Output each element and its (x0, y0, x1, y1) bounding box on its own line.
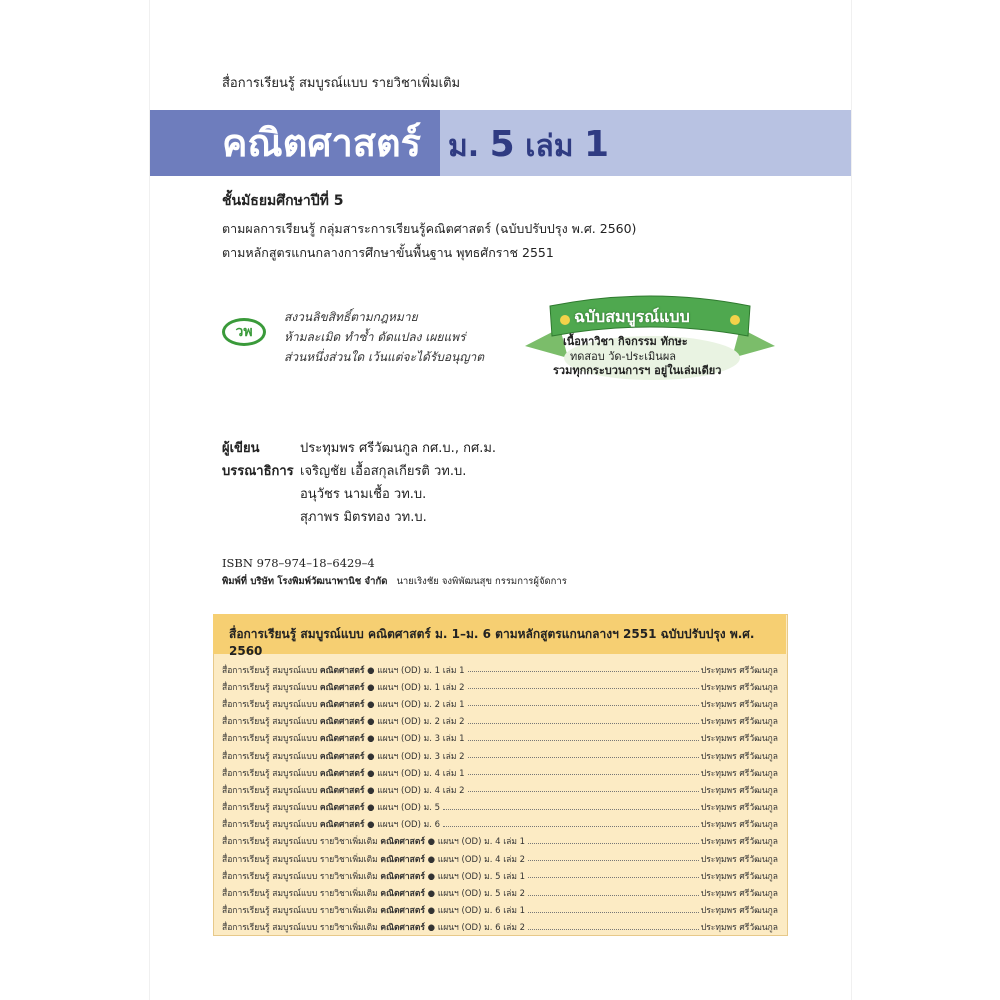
item-title (222, 903, 525, 917)
item-subject: คณิตศาสตร์ (319, 768, 365, 779)
item-author: ประทุมพร ศรีวัฒนกูล (700, 682, 778, 693)
item-title (222, 714, 465, 728)
item-subject: คณิตศาสตร์ (380, 889, 425, 900)
credit-role: บรรณาธิการ (222, 464, 294, 479)
item-title (222, 834, 525, 848)
item-title (222, 749, 465, 763)
leader-dots (468, 723, 699, 724)
leader-dots (528, 929, 699, 930)
list-item (222, 833, 778, 850)
leader-dots (528, 895, 699, 896)
list-item (222, 884, 778, 901)
item-prefix: สื่อการเรียนรู้ สมบูรณ์แบบ รายวิชาเพิ่มเติม (222, 906, 378, 917)
list-item (222, 781, 778, 798)
list-item (222, 867, 778, 884)
item-prefix: สื่อการเรียนรู้ สมบูรณ์แบบ (222, 768, 318, 779)
item-prefix: สื่อการเรียนรู้ สมบูรณ์แบบ รายวิชาเพิ่มเติม (222, 923, 378, 934)
credit-row (222, 483, 496, 506)
item-author: ประทุมพร ศรีวัฒนกูล (700, 871, 778, 882)
item-subject: คณิตศาสตร์ (380, 854, 425, 865)
item-author: ประทุมพร ศรีวัฒนกูล (700, 699, 778, 710)
list-item (222, 764, 778, 781)
item-prefix: สื่อการเรียนรู้ สมบูรณ์แบบ รายวิชาเพิ่มเติม (222, 837, 378, 848)
item-author: ประทุมพร ศรีวัฒนกูล (700, 803, 778, 814)
item-subject: คณิตศาสตร์ (380, 906, 425, 917)
item-prefix: สื่อการเรียนรู้ สมบูรณ์แบบ (222, 820, 318, 831)
credit-name: อนุวัชร นามเชื้อ วท.บ. (300, 487, 427, 502)
item-subject: คณิตศาสตร์ (319, 682, 365, 693)
item-subject: คณิตศาสตร์ (319, 665, 365, 676)
list-item (222, 713, 778, 730)
list-item (222, 816, 778, 833)
level-number: 5 (489, 124, 515, 165)
grade-level: ชั้นมัธยมศึกษาปีที่ 5 (222, 193, 344, 209)
item-title (222, 783, 465, 797)
list-item (222, 902, 778, 919)
item-subject: คณิตศาสตร์ (319, 751, 365, 762)
leader-dots (468, 671, 699, 672)
series-label: สื่อการเรียนรู้ สมบูรณ์แบบ รายวิชาเพิ่มเติม (222, 76, 461, 91)
list-item (222, 678, 778, 695)
item-subject: คณิตศาสตร์ (319, 734, 365, 745)
list-item (222, 919, 778, 936)
item-title (222, 817, 440, 831)
curriculum-line-2: ตามหลักสูตรแกนกลางการศึกษาขั้นพื้นฐาน พุทธศักราช 2551 (222, 245, 554, 260)
credit-role (222, 483, 300, 506)
list-item (222, 850, 778, 867)
isbn: ISBN 978–974–18–6429–4 (222, 556, 375, 570)
item-prefix: สื่อการเรียนรู้ สมบูรณ์แบบ รายวิชาเพิ่มเติม (222, 871, 378, 882)
item-prefix: สื่อการเรียนรู้ สมบูรณ์แบบ (222, 751, 318, 762)
printer-company: พิมพ์ที่ บริษัท โรงพิมพ์วัฒนาพานิช จำกัด (222, 576, 388, 587)
item-detail: ● แผนฯ (OD) ม. 1 เล่ม 2 (367, 682, 465, 693)
item-title (222, 697, 465, 711)
credit-role: ผู้เขียน (222, 441, 260, 456)
leader-dots (528, 877, 699, 878)
leader-dots (443, 809, 699, 810)
item-subject: คณิตศาสตร์ (380, 837, 425, 848)
item-subject: คณิตศาสตร์ (319, 803, 365, 814)
item-author: ประทุมพร ศรีวัฒนกูล (700, 751, 778, 762)
curriculum-line-1: ตามผลการเรียนรู้ กลุ่มสาระการเรียนรู้คณิตศาสตร์ (ฉบับปรับปรุง พ.ศ. 2560) (222, 221, 637, 236)
copyright-line-3: ส่วนหนึ่งส่วนใด เว้นแต่จะได้รับอนุญาต (284, 350, 485, 364)
item-detail: ● แผนฯ (OD) ม. 5 เล่ม 2 (427, 889, 526, 900)
copyright-line-1: สงวนลิขสิทธิ์ตามกฎหมาย (284, 310, 418, 324)
credit-name: สุภาพร มิตรทอง วท.บ. (300, 510, 427, 525)
list-item (222, 799, 778, 816)
item-detail: ● แผนฯ (OD) ม. 4 เล่ม 2 (427, 854, 526, 865)
item-prefix: สื่อการเรียนรู้ สมบูรณ์แบบ (222, 785, 318, 796)
badge-line-2: ทดสอบ วัด-ประเมินผล (570, 350, 676, 363)
item-title (222, 766, 465, 780)
item-detail: ● แผนฯ (OD) ม. 3 เล่ม 2 (367, 751, 465, 762)
item-detail: ● แผนฯ (OD) ม. 6 (367, 820, 441, 831)
item-title (222, 852, 525, 866)
item-subject: คณิตศาสตร์ (380, 923, 425, 934)
item-author: ประทุมพร ศรีวัฒนกูล (700, 785, 778, 796)
item-subject: คณิตศาสตร์ (319, 717, 365, 728)
book-level (448, 122, 609, 170)
item-prefix: สื่อการเรียนรู้ สมบูรณ์แบบ (222, 803, 318, 814)
item-author: ประทุมพร ศรีวัฒนกูล (700, 820, 778, 831)
item-author: ประทุมพร ศรีวัฒนกูล (700, 889, 778, 900)
item-prefix: สื่อการเรียนรู้ สมบูรณ์แบบ (222, 665, 318, 676)
item-title (222, 886, 525, 900)
item-title (222, 663, 465, 677)
leader-dots (468, 791, 699, 792)
credit-role (222, 506, 300, 529)
badge-line-1: เนื้อหาวิชา กิจกรรม ทักษะ (563, 335, 688, 348)
credit-name: เจริญชัย เอื้อสกุลเกียรติ วท.บ. (300, 464, 467, 479)
item-detail: ● แผนฯ (OD) ม. 6 เล่ม 1 (427, 906, 526, 917)
copyright-line-2: ห้ามละเมิด ทำซ้ำ ดัดแปลง เผยแพร่ (284, 330, 466, 344)
list-item (222, 661, 778, 678)
item-title (222, 800, 440, 814)
badge-title: ฉบับสมบูรณ์แบบ (574, 307, 690, 326)
leader-dots (468, 740, 699, 741)
item-subject: คณิตศาสตร์ (319, 699, 365, 710)
list-item (222, 695, 778, 712)
item-detail: ● แผนฯ (OD) ม. 3 เล่ม 1 (367, 734, 465, 745)
item-prefix: สื่อการเรียนรู้ สมบูรณ์แบบ (222, 682, 318, 693)
item-detail: ● แผนฯ (OD) ม. 2 เล่ม 2 (367, 717, 465, 728)
copyright-notice (284, 307, 484, 367)
volume-number: 1 (584, 124, 610, 165)
leader-dots (528, 912, 699, 913)
credit-row (222, 437, 496, 460)
item-detail: ● แผนฯ (OD) ม. 5 (367, 803, 441, 814)
leader-dots (528, 843, 699, 844)
leader-dots (528, 860, 699, 861)
volume-label: เล่ม (525, 129, 574, 164)
book-title: คณิตศาสตร์ (222, 121, 422, 165)
item-detail: ● แผนฯ (OD) ม. 5 เล่ม 1 (427, 871, 526, 882)
item-author: ประทุมพร ศรีวัฒนกูล (700, 854, 778, 865)
credits-block (222, 437, 496, 529)
item-author: ประทุมพร ศรีวัฒนกูล (700, 734, 778, 745)
item-detail: ● แผนฯ (OD) ม. 2 เล่ม 1 (367, 699, 465, 710)
item-author: ประทุมพร ศรีวัฒนกูล (700, 768, 778, 779)
item-title (222, 680, 465, 694)
item-author: ประทุมพร ศรีวัฒนกูล (700, 665, 778, 676)
leader-dots (468, 774, 699, 775)
item-prefix: สื่อการเรียนรู้ สมบูรณ์แบบ (222, 717, 318, 728)
leader-dots (443, 826, 699, 827)
publisher-logo: วพ (222, 318, 266, 346)
leader-dots (468, 688, 699, 689)
leader-dots (468, 757, 699, 758)
credit-row (222, 460, 496, 483)
item-detail: ● แผนฯ (OD) ม. 6 เล่ม 2 (427, 923, 526, 934)
item-title (222, 920, 525, 934)
item-title (222, 731, 465, 745)
item-prefix: สื่อการเรียนรู้ สมบูรณ์แบบ (222, 734, 318, 745)
printer-manager: นายเริงชัย จงพิพัฒนสุข กรรมการผู้จัดการ (396, 576, 567, 587)
catalog-heading: สื่อการเรียนรู้ สมบูรณ์แบบ คณิตศาสตร์ ม. 1–ม. 6 ตามหลักสูตรแกนกลางฯ 2551 ฉบับปรับปรุง พ.ศ. 2560 (213, 614, 786, 654)
item-detail: ● แผนฯ (OD) ม. 4 เล่ม 1 (367, 768, 465, 779)
printer-line (222, 574, 567, 589)
item-subject: คณิตศาสตร์ (319, 820, 365, 831)
credit-row (222, 506, 496, 529)
item-author: ประทุมพร ศรีวัฒนกูล (700, 906, 778, 917)
badge-line-3: รวมทุกกระบวนการฯ อยู่ในเล่มเดียว (553, 364, 722, 377)
item-author: ประทุมพร ศรีวัฒนกูล (700, 923, 778, 934)
item-author: ประทุมพร ศรีวัฒนกูล (700, 837, 778, 848)
list-item (222, 730, 778, 747)
level-label: ม. (448, 129, 480, 164)
ribbon-star-right (730, 315, 740, 325)
item-author: ประทุมพร ศรีวัฒนกูล (700, 717, 778, 728)
item-detail: ● แผนฯ (OD) ม. 4 เล่ม 1 (427, 837, 526, 848)
item-detail: ● แผนฯ (OD) ม. 1 เล่ม 1 (367, 665, 465, 676)
item-prefix: สื่อการเรียนรู้ สมบูรณ์แบบ (222, 699, 318, 710)
list-item (222, 747, 778, 764)
item-subject: คณิตศาสตร์ (380, 871, 425, 882)
catalog-list (222, 661, 778, 936)
leader-dots (468, 705, 699, 706)
item-prefix: สื่อการเรียนรู้ สมบูรณ์แบบ รายวิชาเพิ่มเติม (222, 889, 378, 900)
item-prefix: สื่อการเรียนรู้ สมบูรณ์แบบ รายวิชาเพิ่มเติม (222, 854, 378, 865)
ribbon-star-left (560, 315, 570, 325)
credit-name: ประทุมพร ศรีวัฒนกูล กศ.บ., กศ.ม. (300, 441, 497, 456)
item-title (222, 869, 525, 883)
item-detail: ● แผนฯ (OD) ม. 4 เล่ม 2 (367, 785, 465, 796)
item-subject: คณิตศาสตร์ (319, 785, 365, 796)
